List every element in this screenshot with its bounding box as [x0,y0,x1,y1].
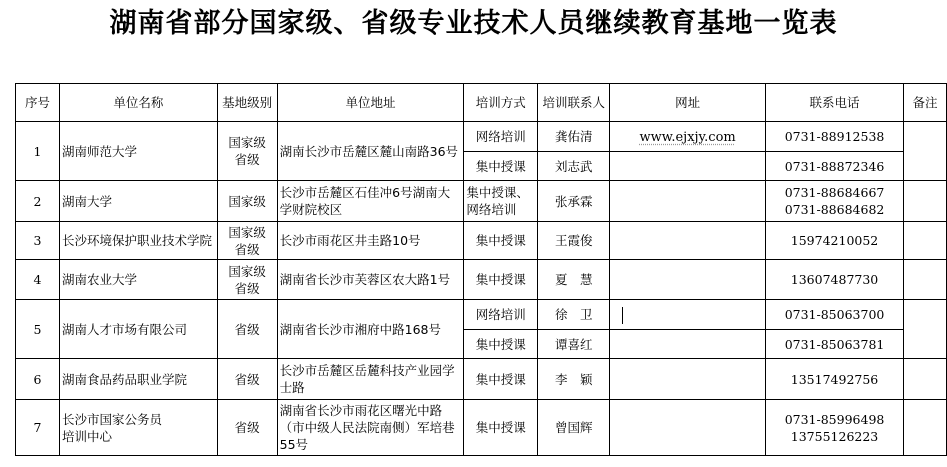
cell-remark [903,300,946,359]
cell-website [610,152,766,181]
cell-address: 湖南省长沙市雨花区曙光中路（市中级人民法院南侧）军培巷55号 [277,400,464,456]
cell-method: 集中授课 [464,222,538,260]
cell-remark [903,260,946,300]
header-method: 培训方式 [464,84,538,122]
cell-contact: 李 颖 [538,359,610,400]
cell-line: 省级 [234,152,260,167]
cell-website [610,359,766,400]
cell-phone: 0731-88912538 [766,122,904,152]
cell-contact: 龚佑清 [538,122,610,152]
cell-line: 13755126223 [790,428,879,444]
cell-level [217,222,277,260]
cell-remark [903,122,946,181]
website-link[interactable]: www.ejxjy.com [639,129,736,145]
cell-method: 集中授课 [464,152,538,181]
cell-website [610,222,766,260]
cell-seq: 3 [16,222,60,260]
cell-seq: 6 [16,359,60,400]
cell-line: 培训中心 [61,428,112,444]
cell-address: 长沙市岳麓区石佳冲6号湖南大学财院校区 [277,181,464,222]
cell-method: 集中授课 [464,330,538,359]
cell-address: 湖南长沙市岳麓区麓山南路36号 [277,122,464,181]
cell-level: 省级 [217,300,277,359]
cell-line: 0731-88684682 [784,202,885,217]
cell-address: 长沙市雨花区井圭路10号 [277,222,464,260]
cell-website [610,122,766,152]
cell-line: 0731-88684667 [784,185,885,200]
cell-line: 国家级 [228,135,266,150]
header-level: 基地级别 [217,84,277,122]
cell-contact: 徐 卫 [538,300,610,330]
table-row [16,300,947,330]
table-row [16,260,947,300]
cell-unit: 湖南人才市场有限公司 [59,300,217,359]
header-remark: 备注 [903,84,946,122]
header-row [16,84,947,122]
cell-remark [903,222,946,260]
cell-contact: 夏 慧 [538,260,610,300]
cell-website [610,400,766,456]
cell-line: 省级 [234,280,260,296]
table-row [16,181,947,222]
header-unit: 单位名称 [59,84,217,122]
cell-unit: 湖南农业大学 [59,260,217,300]
cell-level [217,260,277,300]
header-contact: 培训联系人 [538,84,610,122]
header-address: 单位地址 [277,84,464,122]
cell-line: 网络培训 [466,202,517,217]
cell-contact: 谭喜红 [538,330,610,359]
cell-remark [903,400,946,456]
cell-phone: 15974210052 [766,222,904,260]
cell-phone: 0731-88872346 [766,152,904,181]
cell-line: 国家级 [228,263,266,279]
cell-phone: 0731-85063781 [766,330,904,359]
cell-contact: 刘志武 [538,152,610,181]
cell-level: 国家级 [217,181,277,222]
cell-phone [766,181,904,222]
cell-seq: 1 [16,122,60,181]
cell-seq: 2 [16,181,60,222]
table-row [16,122,947,152]
cell-level [217,122,277,181]
cell-line: 长沙市国家公务员 [61,411,162,427]
cell-line: 省级 [234,241,260,257]
cell-unit: 长沙环境保护职业技术学院 [59,222,217,260]
cell-method: 集中授课 [464,400,538,456]
text-cursor [622,307,623,324]
cell-unit [59,400,217,456]
document-title: 湖南省部分国家级、省级专业技术人员继续教育基地一览表 [109,8,838,39]
cell-phone: 13517492756 [766,359,904,400]
header-website: 网址 [610,84,766,122]
table-body [16,84,947,456]
cell-method: 网络培训 [464,122,538,152]
table-row [16,400,947,456]
cell-website [610,330,766,359]
cell-address: 湖南省长沙市湘府中路168号 [277,300,464,359]
cell-address: 长沙市岳麓区岳麓科技产业园学士路 [277,359,464,400]
cell-line: 国家级 [228,224,266,240]
table-row [16,359,947,400]
cell-level: 省级 [217,400,277,456]
cell-seq: 7 [16,400,60,456]
cell-unit: 湖南师范大学 [59,122,217,181]
cell-contact: 王霞俊 [538,222,610,260]
cell-method: 集中授课 [464,359,538,400]
cell-method: 集中授课 [464,260,538,300]
cell-address: 湖南省长沙市芙蓉区农大路1号 [277,260,464,300]
cell-website[interactable] [610,300,766,330]
cell-remark [903,181,946,222]
cell-contact: 曾国辉 [538,400,610,456]
cell-method: 网络培训 [464,300,538,330]
cell-remark [903,359,946,400]
cell-unit: 湖南食品药品职业学院 [59,359,217,400]
header-phone: 联系电话 [766,84,904,122]
cell-seq: 5 [16,300,60,359]
cell-phone: 13607487730 [766,260,904,300]
cell-line: 0731-85996498 [784,411,885,427]
header-seq: 序号 [16,84,60,122]
cell-method [464,181,538,222]
cell-website [610,181,766,222]
cell-website [610,260,766,300]
cell-line: 集中授课、 [466,185,529,200]
cell-contact: 张承霖 [538,181,610,222]
table-row [16,222,947,260]
cell-phone: 0731-85063700 [766,300,904,330]
cell-seq: 4 [16,260,60,300]
training-base-table [15,83,947,456]
cell-phone [766,400,904,456]
cell-level: 省级 [217,359,277,400]
cell-unit: 湖南大学 [59,181,217,222]
